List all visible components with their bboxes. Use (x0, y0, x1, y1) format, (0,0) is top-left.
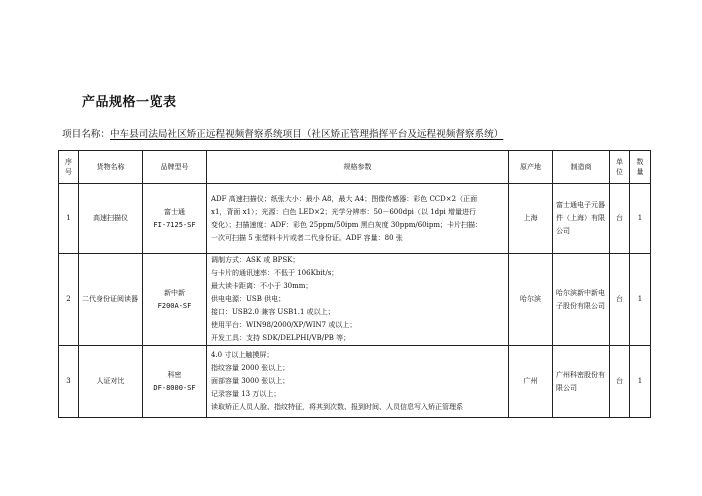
cell-name: 人证对比 (79, 346, 143, 418)
cell-unit: 台 (610, 184, 630, 254)
table-row (59, 254, 651, 346)
cell-origin: 上海 (509, 184, 553, 254)
table-row (59, 184, 651, 254)
cell-maker: 哈尔滨新中新电子股份有限公司 (553, 254, 610, 346)
cell-origin: 哈尔滨 (509, 254, 553, 346)
project-line (62, 126, 503, 140)
cell-brand: 新中新 F200A-SF (143, 254, 207, 346)
cell-qty: 1 (630, 346, 651, 418)
cell-maker: 广州科密股份有限公司 (553, 346, 610, 418)
cell-qty: 1 (630, 184, 651, 254)
cell-name: 高速扫描仪 (79, 184, 143, 254)
cell-unit: 台 (610, 254, 630, 346)
document-title: 产品规格一览表 (82, 95, 177, 110)
cell-params: ADF 高速扫描仪；纸张大小：最小 A8，最大 A4；图像传感器：彩色 CCD×2（正面 x1，背面 x1）；光源：白色 LED×2；光学分辨率：50－600dpi（以 1dpi 增量进行 变化）；扫描速度：ADF：彩色 25ppm/50ipm 黑白灰度 30ppm/60ipm；卡片扫描： 一次可扫描 5 张塑料卡片或者二代身份证。ADF 容量：80 张 (207, 184, 509, 254)
table-row (59, 346, 651, 418)
cell-origin: 广州 (509, 346, 553, 418)
header-params: 规格参数 (207, 151, 509, 184)
cell-maker: 富士通电子元器件（上海）有限公司 (553, 184, 610, 254)
cell-brand: 富士通 FI-7125-SF (143, 184, 207, 254)
header-unit: 单 位 (610, 151, 630, 184)
cell-brand: 科密 DF-8000-SF (143, 346, 207, 418)
header-maker: 制造商 (553, 151, 610, 184)
cell-qty: 1 (630, 254, 651, 346)
cell-params: 调制方式：ASK 或 BPSK； 与卡片的通讯速率：不低于 106Kbit/s； 最大读卡距离：不小于 30mm； 供电电源：USB 供电； 接口：USB2.0 兼容 USB1.1 或以上； 使用平台：WIN98/2000/XP/WIN7 或以上； 开发工具：支持 SDK/DELPHI/VB/PB 等； (207, 254, 509, 346)
project-label: 项目名称： (62, 129, 110, 140)
header-origin: 原产地 (509, 151, 553, 184)
header-brand: 品牌型号 (143, 151, 207, 184)
cell-name: 二代身份证阅读器 (79, 254, 143, 346)
cell-seq: 3 (59, 346, 79, 418)
header-seq: 序 号 (59, 151, 79, 184)
header-name: 货物名称 (79, 151, 143, 184)
spec-table (58, 150, 651, 418)
table-header-row (59, 151, 651, 184)
header-qty: 数 量 (630, 151, 651, 184)
project-name: 中车县司法局社区矫正远程视频督察系统项目（社区矫正管理指挥平台及远程视频督察系统） (109, 129, 504, 140)
cell-seq: 2 (59, 254, 79, 346)
cell-seq: 1 (59, 184, 79, 254)
cell-unit: 台 (610, 346, 630, 418)
cell-params: 4.0 寸以上触摸屏； 指纹容量 2000 张以上； 面部容量 3000 张以上； 记录容量 13 万以上； 读取矫正人员人脸、指纹特征，将其到次数、报到时间、人员信息写入矫正管理系 (207, 346, 509, 418)
